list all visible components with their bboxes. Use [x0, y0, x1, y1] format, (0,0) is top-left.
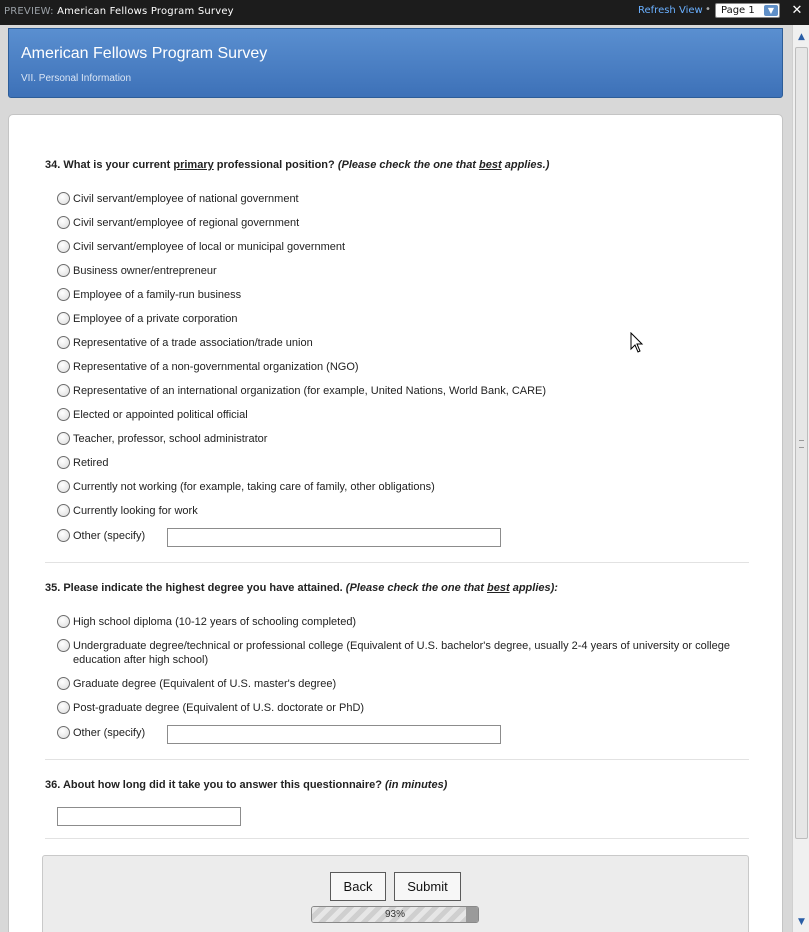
arrow-up-icon[interactable]: ▲ — [798, 32, 805, 42]
preview-bar — [0, 0, 809, 25]
radio-button[interactable] — [57, 529, 70, 542]
q34-emphasis: primary — [173, 159, 214, 171]
option-label: Civil servant/employee of regional government — [73, 217, 300, 229]
mouse-pointer-icon — [630, 332, 644, 354]
option-label: Retired — [73, 457, 109, 469]
radio-button[interactable] — [57, 192, 70, 205]
separator-dot: • — [705, 4, 711, 15]
radio-button[interactable] — [57, 360, 70, 373]
q36-minutes-input[interactable] — [57, 807, 241, 826]
option-label: Employee of a private corporation — [73, 313, 238, 325]
option-label: Representative of an international organization (for example, United Nations, World Bank, CARE) — [73, 385, 547, 397]
radio-button[interactable] — [57, 264, 70, 277]
radio-button[interactable] — [57, 639, 70, 652]
option-label: Representative of a trade association/trade union — [73, 337, 313, 349]
radio-button[interactable] — [57, 408, 70, 421]
option-label: Civil servant/employee of local or municipal government — [73, 241, 346, 253]
page-select-value: Page 1 — [721, 5, 755, 16]
question-36 — [45, 779, 447, 791]
radio-button[interactable] — [57, 384, 70, 397]
q36-text: 36. About how long did it take you to answer this questionnaire? — [45, 779, 382, 791]
radio-button[interactable] — [57, 288, 70, 301]
option-label: High school diploma (10-12 years of schooling completed) — [73, 616, 357, 628]
option-label: Elected or appointed political official — [73, 409, 248, 421]
survey-header — [8, 28, 783, 98]
radio-button[interactable] — [57, 336, 70, 349]
q34-other-input[interactable] — [167, 528, 501, 547]
scroll-thumb[interactable] — [795, 47, 808, 839]
divider — [45, 759, 749, 760]
progress-bar — [311, 906, 479, 923]
radio-button[interactable] — [57, 615, 70, 628]
submit-button[interactable]: Submit — [394, 872, 461, 901]
option-label: Employee of a family-run business — [73, 289, 242, 301]
question-35 — [45, 582, 558, 594]
option-label: Business owner/entrepreneur — [73, 265, 217, 277]
radio-button[interactable] — [57, 504, 70, 517]
section-title: VII. Personal Information — [21, 73, 132, 84]
radio-button[interactable] — [57, 677, 70, 690]
q35-text: 35. Please indicate the highest degree you have attained. — [45, 582, 343, 594]
progress-label: 93% — [384, 909, 405, 920]
option-label: Teacher, professor, school administrator — [73, 433, 268, 445]
arrow-down-icon[interactable]: ▼ — [798, 917, 805, 927]
option-label: Currently looking for work — [73, 505, 198, 517]
option-label: Graduate degree (Equivalent of U.S. master's degree) — [73, 678, 337, 690]
option-label: Other (specify) — [73, 727, 146, 739]
q36-hint: (in minutes) — [385, 779, 448, 791]
q34-hint: (Please check the one that best applies.) — [337, 159, 550, 171]
option-label: Other (specify) — [73, 530, 146, 542]
radio-button[interactable] — [57, 701, 70, 714]
radio-button[interactable] — [57, 480, 70, 493]
refresh-view-link[interactable]: Refresh View — [638, 5, 703, 16]
option-label: Post-graduate degree (Equivalent of U.S. doctorate or PhD) — [73, 702, 365, 714]
option-label: Currently not working (for example, taking care of family, other obligations) — [73, 481, 435, 493]
radio-button[interactable] — [57, 240, 70, 253]
question-34 — [45, 159, 549, 171]
preview-title — [4, 6, 234, 17]
q34-text: 34. What is your current — [45, 159, 171, 171]
option-label: Civil servant/employee of national government — [73, 193, 299, 205]
grip-icon — [799, 440, 804, 448]
q35-hint: (Please check the one that best applies): — [345, 582, 558, 594]
radio-button[interactable] — [57, 726, 70, 739]
survey-title: American Fellows Program Survey — [21, 45, 268, 62]
preview-survey-name: American Fellows Program Survey — [57, 6, 234, 17]
q34-text-after: professional position? — [216, 159, 335, 171]
page-select[interactable] — [715, 3, 780, 18]
chevron-down-icon: ▼ — [764, 5, 778, 16]
vertical-scrollbar[interactable] — [792, 25, 809, 932]
close-icon[interactable]: ✕ — [791, 3, 803, 18]
radio-button[interactable] — [57, 312, 70, 325]
radio-button[interactable] — [57, 216, 70, 229]
preview-prefix: PREVIEW: — [4, 6, 54, 17]
option-label: Representative of a non-governmental organization (NGO) — [73, 361, 359, 373]
q35-other-input[interactable] — [167, 725, 501, 744]
divider — [45, 838, 749, 839]
radio-button[interactable] — [57, 456, 70, 469]
divider — [45, 562, 749, 563]
radio-button[interactable] — [57, 432, 70, 445]
back-button[interactable]: Back — [330, 872, 386, 901]
option-label: Undergraduate degree/technical or professional college (Equivalent of U.S. bachelor's degree, usually 2-4 years of university or college education after high school) — [73, 640, 730, 666]
